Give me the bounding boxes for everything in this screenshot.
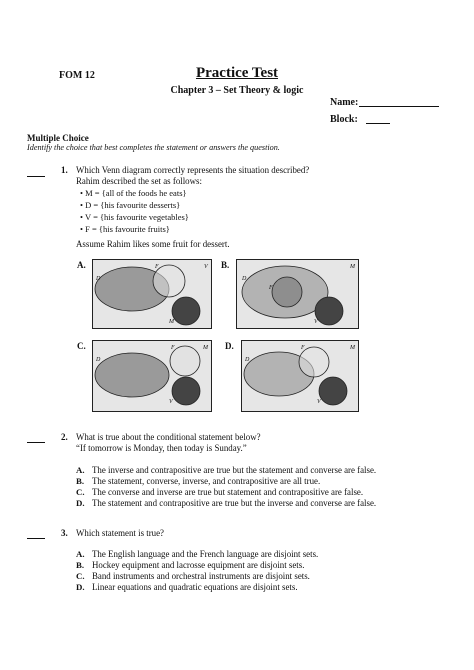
name-label: Name:: [330, 97, 359, 108]
option-letter: D.: [76, 498, 85, 508]
option-text[interactable]: The English language and the French language are disjoint sets.: [92, 549, 319, 559]
set-letter-v: V: [204, 264, 208, 270]
option-text[interactable]: The inverse and contrapositive are true but the statement and converse are false.: [92, 465, 377, 475]
section-heading: Multiple Choice: [27, 133, 89, 143]
set-letter-m: M: [350, 345, 355, 351]
set-letter-m: M: [350, 264, 355, 270]
option-letter: D.: [76, 582, 85, 592]
option-text[interactable]: The statement, converse, inverse, and contrapositive are all true.: [92, 476, 321, 486]
assumption-text: Assume Rahim likes some fruit for dessert.: [76, 239, 230, 249]
option-text[interactable]: Band instruments and orchestral instruments are disjoint sets.: [92, 571, 310, 581]
block-label: Block:: [330, 114, 358, 125]
venn-diagram-a[interactable]: [92, 259, 212, 329]
question-number: 2.: [61, 432, 68, 442]
section-instruction: Identify the choice that best completes the statement or answers the question.: [27, 143, 280, 152]
question-text: Which statement is true?: [76, 528, 164, 538]
set-letter-d: D: [245, 357, 250, 363]
option-letter: B.: [76, 476, 85, 486]
venn-diagram-b[interactable]: [236, 259, 359, 329]
set-letter-f: F: [171, 345, 175, 351]
answer-blank-q2[interactable]: [27, 442, 45, 443]
question-text: What is true about the conditional statement below?: [76, 432, 261, 442]
venn-diagram-d[interactable]: [241, 340, 359, 412]
set-letter-v: V: [317, 399, 321, 405]
set-definition: • F = {his favourite fruits}: [80, 224, 170, 234]
set-letter-f: F: [269, 285, 273, 291]
page-title: Practice Test: [195, 65, 279, 81]
option-letter: B.: [76, 560, 85, 570]
set-letter-m: M: [169, 319, 174, 325]
option-text[interactable]: Linear equations and quadratic equations are disjoint sets.: [92, 582, 298, 592]
question-quote: “If tomorrow is Monday, then today is Sunday.”: [76, 443, 247, 453]
question-number: 1.: [61, 165, 68, 175]
option-label-b: B.: [221, 260, 230, 270]
option-text[interactable]: The statement and contrapositive are true but the inverse and converse are false.: [92, 498, 377, 508]
option-text[interactable]: The converse and inverse are true but statement and contrapositive are false.: [92, 487, 364, 497]
option-label-a: A.: [77, 260, 86, 270]
question-text-line2: Rahim described the set as follows:: [76, 176, 202, 186]
option-label-c: C.: [77, 341, 86, 351]
set-letter-m: M: [203, 345, 208, 351]
venn-diagram-c[interactable]: [92, 340, 212, 412]
answer-blank-q1[interactable]: [27, 176, 45, 177]
option-letter: A.: [76, 465, 85, 475]
answer-blank-q3[interactable]: [27, 538, 45, 539]
set-letter-d: D: [242, 276, 247, 282]
set-definition: • M = {all of the foods he eats}: [80, 188, 187, 198]
set-letter-f: F: [155, 264, 159, 270]
option-letter: C.: [76, 571, 85, 581]
set-letter-f: F: [301, 345, 305, 351]
option-letter: C.: [76, 487, 85, 497]
set-letter-v: V: [314, 319, 318, 325]
course-label: FOM 12: [59, 70, 95, 81]
set-definition: • V = {his favourite vegetables}: [80, 212, 189, 222]
set-letter-d: D: [96, 357, 101, 363]
question-number: 3.: [61, 528, 68, 538]
question-text: Which Venn diagram correctly represents the situation described?: [76, 165, 310, 175]
option-label-d: D.: [225, 341, 234, 351]
name-field[interactable]: [359, 106, 439, 107]
option-letter: A.: [76, 549, 85, 559]
set-definition: • D = {his favourite desserts}: [80, 200, 181, 210]
set-letter-v: V: [169, 399, 173, 405]
block-field[interactable]: [366, 123, 390, 124]
option-text[interactable]: Hockey equipment and lacrosse equipment are disjoint sets.: [92, 560, 305, 570]
set-letter-d: D: [96, 276, 101, 282]
chapter-subtitle: Chapter 3 – Set Theory & logic: [170, 85, 304, 96]
